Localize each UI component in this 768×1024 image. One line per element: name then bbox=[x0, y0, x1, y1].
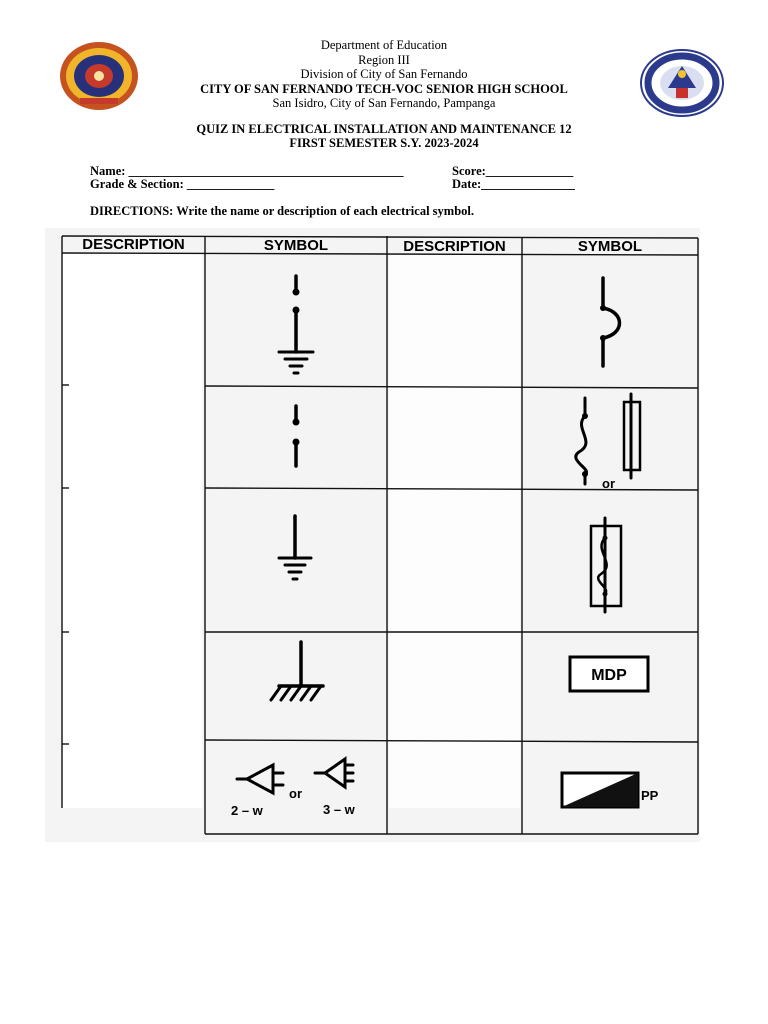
plug-3-wire-icon bbox=[315, 759, 353, 787]
department-name: Department of Education bbox=[320, 38, 448, 52]
directions-text: Write the name or description of each electrical symbol. bbox=[173, 204, 474, 218]
grade-section-field[interactable]: Grade & Section: ______________ bbox=[90, 177, 275, 191]
ground-icon bbox=[279, 516, 311, 579]
chassis-ground-icon bbox=[271, 642, 323, 700]
two-wire-label: 2 – w bbox=[231, 803, 263, 818]
division-name: Division of City of San Fernando bbox=[300, 67, 468, 81]
header-symbol-1: SYMBOL bbox=[263, 237, 329, 254]
or-label-fuse: or bbox=[602, 476, 615, 491]
directions bbox=[90, 204, 474, 219]
plug-2-wire-icon bbox=[237, 765, 283, 793]
fuse-icon bbox=[576, 394, 640, 484]
power-panel-icon bbox=[562, 773, 638, 807]
switched-ground-icon bbox=[279, 276, 313, 373]
quiz-semester: FIRST SEMESTER S.Y. 2023-2024 bbox=[289, 136, 479, 150]
mdp-label: MDP bbox=[591, 667, 627, 684]
school-address: San Isidro, City of San Fernando, Pampanga bbox=[272, 96, 496, 110]
jumper-arc-icon bbox=[600, 278, 620, 366]
name-field[interactable]: Name: ____________________________________________ bbox=[90, 164, 404, 178]
directions-label: DIRECTIONS: bbox=[90, 204, 174, 218]
region-name: Region III bbox=[358, 52, 410, 67]
header-symbol-2: SYMBOL bbox=[577, 238, 643, 255]
pp-label: PP bbox=[641, 788, 659, 803]
quiz-title: QUIZ IN ELECTRICAL INSTALLATION AND MAINTENANCE 12 bbox=[196, 122, 572, 136]
header-description-1: DESCRIPTION bbox=[82, 236, 185, 253]
symbol-table-scan bbox=[45, 228, 700, 842]
score-field[interactable]: Score:______________ bbox=[452, 164, 574, 178]
header-description-2: DESCRIPTION bbox=[403, 238, 506, 255]
date-field[interactable]: Date:_______________ bbox=[452, 177, 575, 191]
or-label-plug: or bbox=[289, 786, 302, 801]
school-name: CITY OF SAN FERNANDO TECH-VOC SENIOR HIGH SCHOOL bbox=[200, 81, 568, 96]
open-contact-icon bbox=[293, 406, 300, 466]
symbol-drawings bbox=[45, 228, 700, 842]
quiz-title-block bbox=[0, 122, 768, 150]
school-header bbox=[0, 38, 768, 111]
three-wire-label: 3 – w bbox=[323, 802, 355, 817]
enclosed-fuse-icon bbox=[591, 518, 621, 612]
